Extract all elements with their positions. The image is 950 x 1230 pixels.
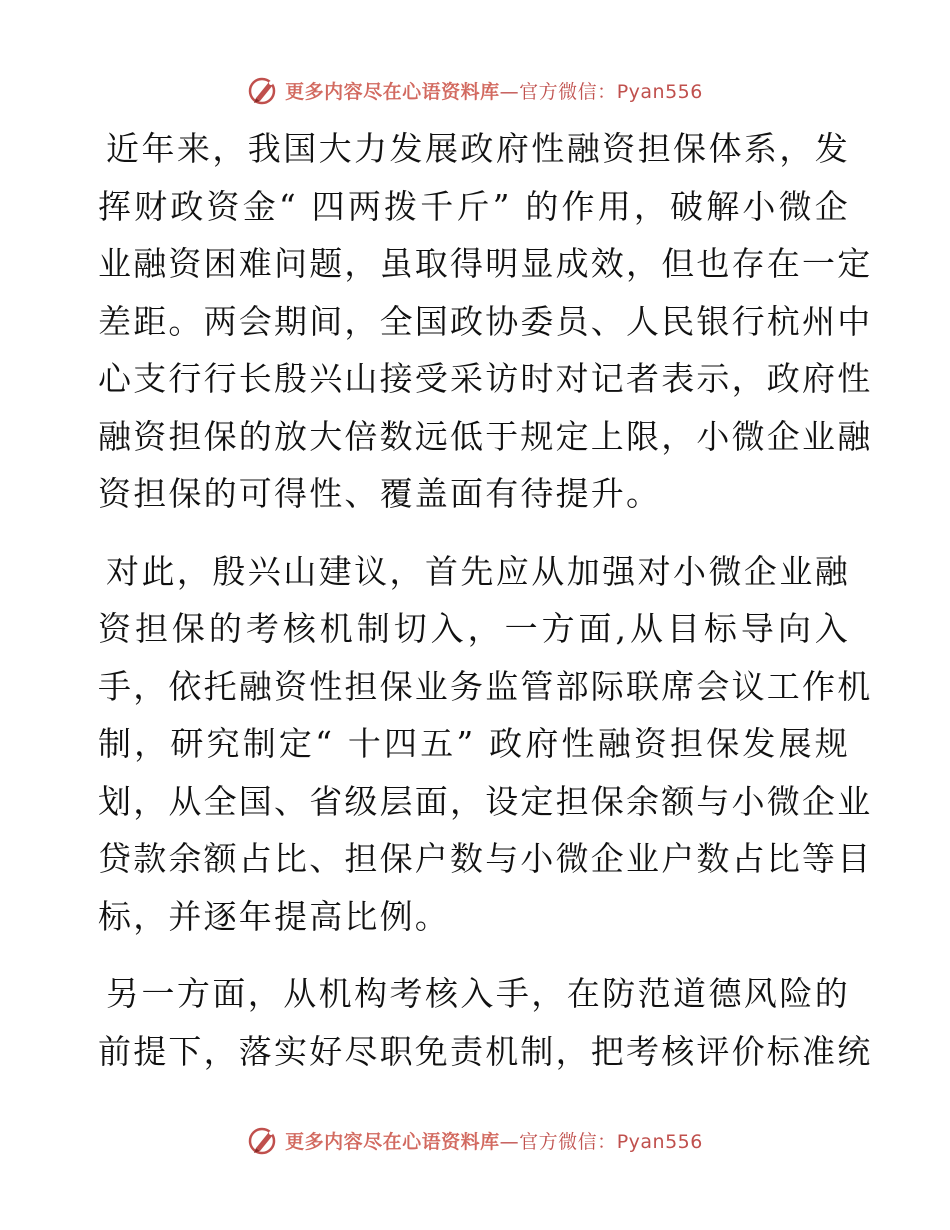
watermark-id: Pyan556 [616,80,703,103]
text-line: 近年来，我国大力发展政府性融资担保体系，发 [106,129,850,168]
watermark-label: 官方微信： [519,1130,617,1153]
pen-logo-icon [247,74,279,106]
watermark-site: 更多内容尽在心语资料库 [285,80,500,103]
text-line: 融资担保的放大倍数远低于规定上限，小微企业融 [98,416,873,456]
paragraph-1 [98,120,873,523]
text-line: 前提下，落实好尽职免责机制，把考核评价标准统 [98,1031,873,1071]
watermark-site: 更多内容尽在心语资料库 [285,1130,500,1153]
header-watermark [0,72,950,108]
text-line: 标，并逐年提高比例。 [98,896,450,936]
text-line: 资担保的可得性、覆盖面有待提升。 [98,474,662,513]
pen-logo-icon [247,1124,279,1156]
text-line: 业融资困难问题，虽取得明显成效，但也存在一定 [98,244,873,283]
text-line: 挥财政资金“ 四两拨千斤” 的作用，破解小微企 [98,186,850,226]
watermark-id: Pyan556 [616,1130,703,1153]
watermark-text [285,77,703,104]
text-line: 贷款余额占比、担保户数与小微企业户数占比等目 [98,839,873,878]
text-line: 对此，殷兴山建议，首先应从加强对小微企业融 [106,551,850,591]
text-line: 差距。两会期间，全国政协委员、人民银行杭州中 [98,301,873,341]
text-line: 心支行行长殷兴山接受采访时对记者表示，政府性 [98,359,873,398]
text-line: 制，研究制定“ 十四五” 政府性融资担保发展规 [98,724,850,763]
watermark-separator: — [499,1130,520,1153]
footer-watermark [0,1122,950,1158]
text-line: 资担保的考核机制切入，一方面,从目标导向入 [98,609,850,648]
text-line: 手，依托融资性担保业务监管部际联席会议工作机 [98,666,873,706]
paragraph-3 [98,965,873,1080]
text-line: 另一方面，从机构考核入手，在防范道德风险的 [106,974,850,1013]
document-body [98,120,873,1100]
watermark-label: 官方微信： [519,80,617,103]
text-line: 划，从全国、省级层面，设定担保余额与小微企业 [98,781,873,821]
watermark-text [285,1127,703,1154]
watermark-separator: — [499,80,520,103]
paragraph-2 [98,543,873,946]
